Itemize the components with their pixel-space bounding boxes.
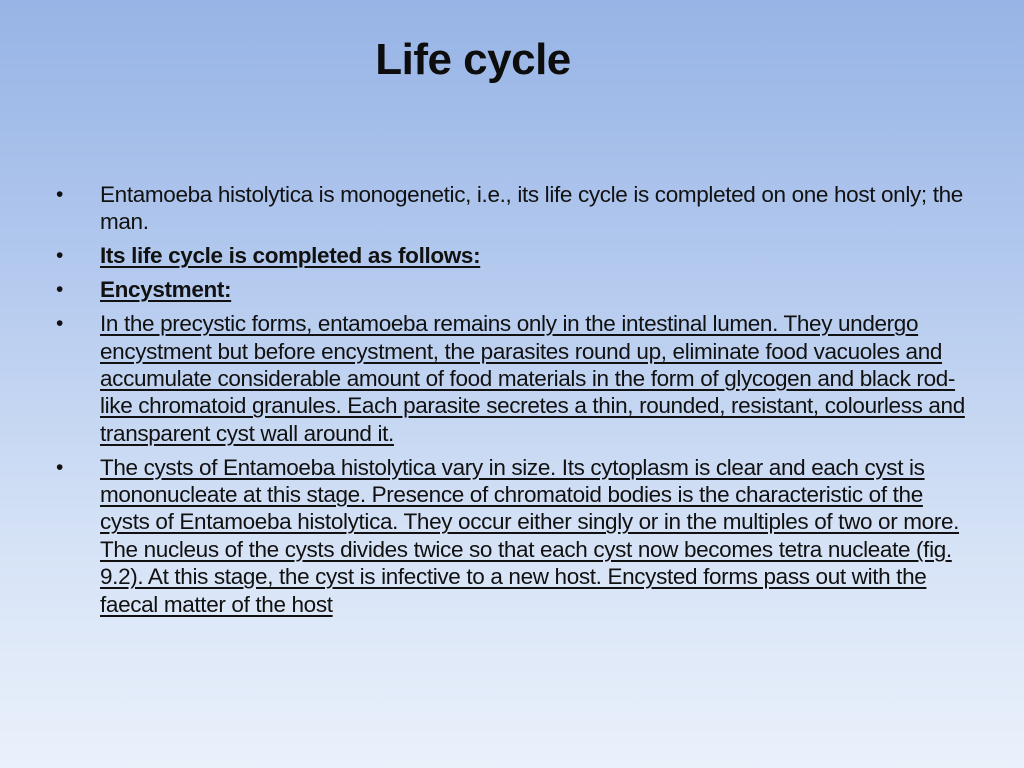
bullet-dot-icon: • [56,183,64,206]
bullet-dot-icon: • [56,244,64,268]
bullet-text: Its life cycle is completed as follows: [100,243,481,269]
bullet-dot-icon: • [56,312,64,336]
bullet-item-monogenetic [56,181,968,236]
bullet-dot-icon: • [56,278,64,302]
bullet-item-cysts-description [56,454,968,618]
bullet-text: Encystment: [100,277,232,303]
bullet-text: In the precystic forms, entamoeba remains only in the intestinal lumen. They undergo encystment but before encystment, the parasites round up, eliminate food vacuoles and accumulate considerable amount of food materials in the form of glycogen and black rod-like chromatoid granules. Each parasite secretes a thin, rounded, resistant, colourless and transparent cyst wall around it. [100,311,965,446]
bullet-list [56,181,968,625]
bullet-item-completed-as-follows [56,242,968,269]
bullet-item-encystment-heading [56,276,968,303]
bullet-dot-icon: • [56,455,64,479]
slide-title: Life cycle [375,35,571,84]
bullet-item-precystic-forms [56,310,968,447]
bullet-text: Entamoeba histolytica is monogenetic, i.e., its life cycle is completed on one host only; the man. [100,182,963,235]
bullet-text: The cysts of Entamoeba histolytica vary in size. Its cytoplasm is clear and each cyst is mononucleate at this stage. Presence of chromatoid bodies is the characteristic of the cysts of Entamoeba histolytica. They occur either singly or in the multiples of two or more. The nucleus of the cysts divides twice so that each cyst now becomes tetra nucleate (fig. 9.2). At this stage, the cyst is infective to a new host. Encysted forms pass out with the faecal matter of the host [100,454,960,617]
